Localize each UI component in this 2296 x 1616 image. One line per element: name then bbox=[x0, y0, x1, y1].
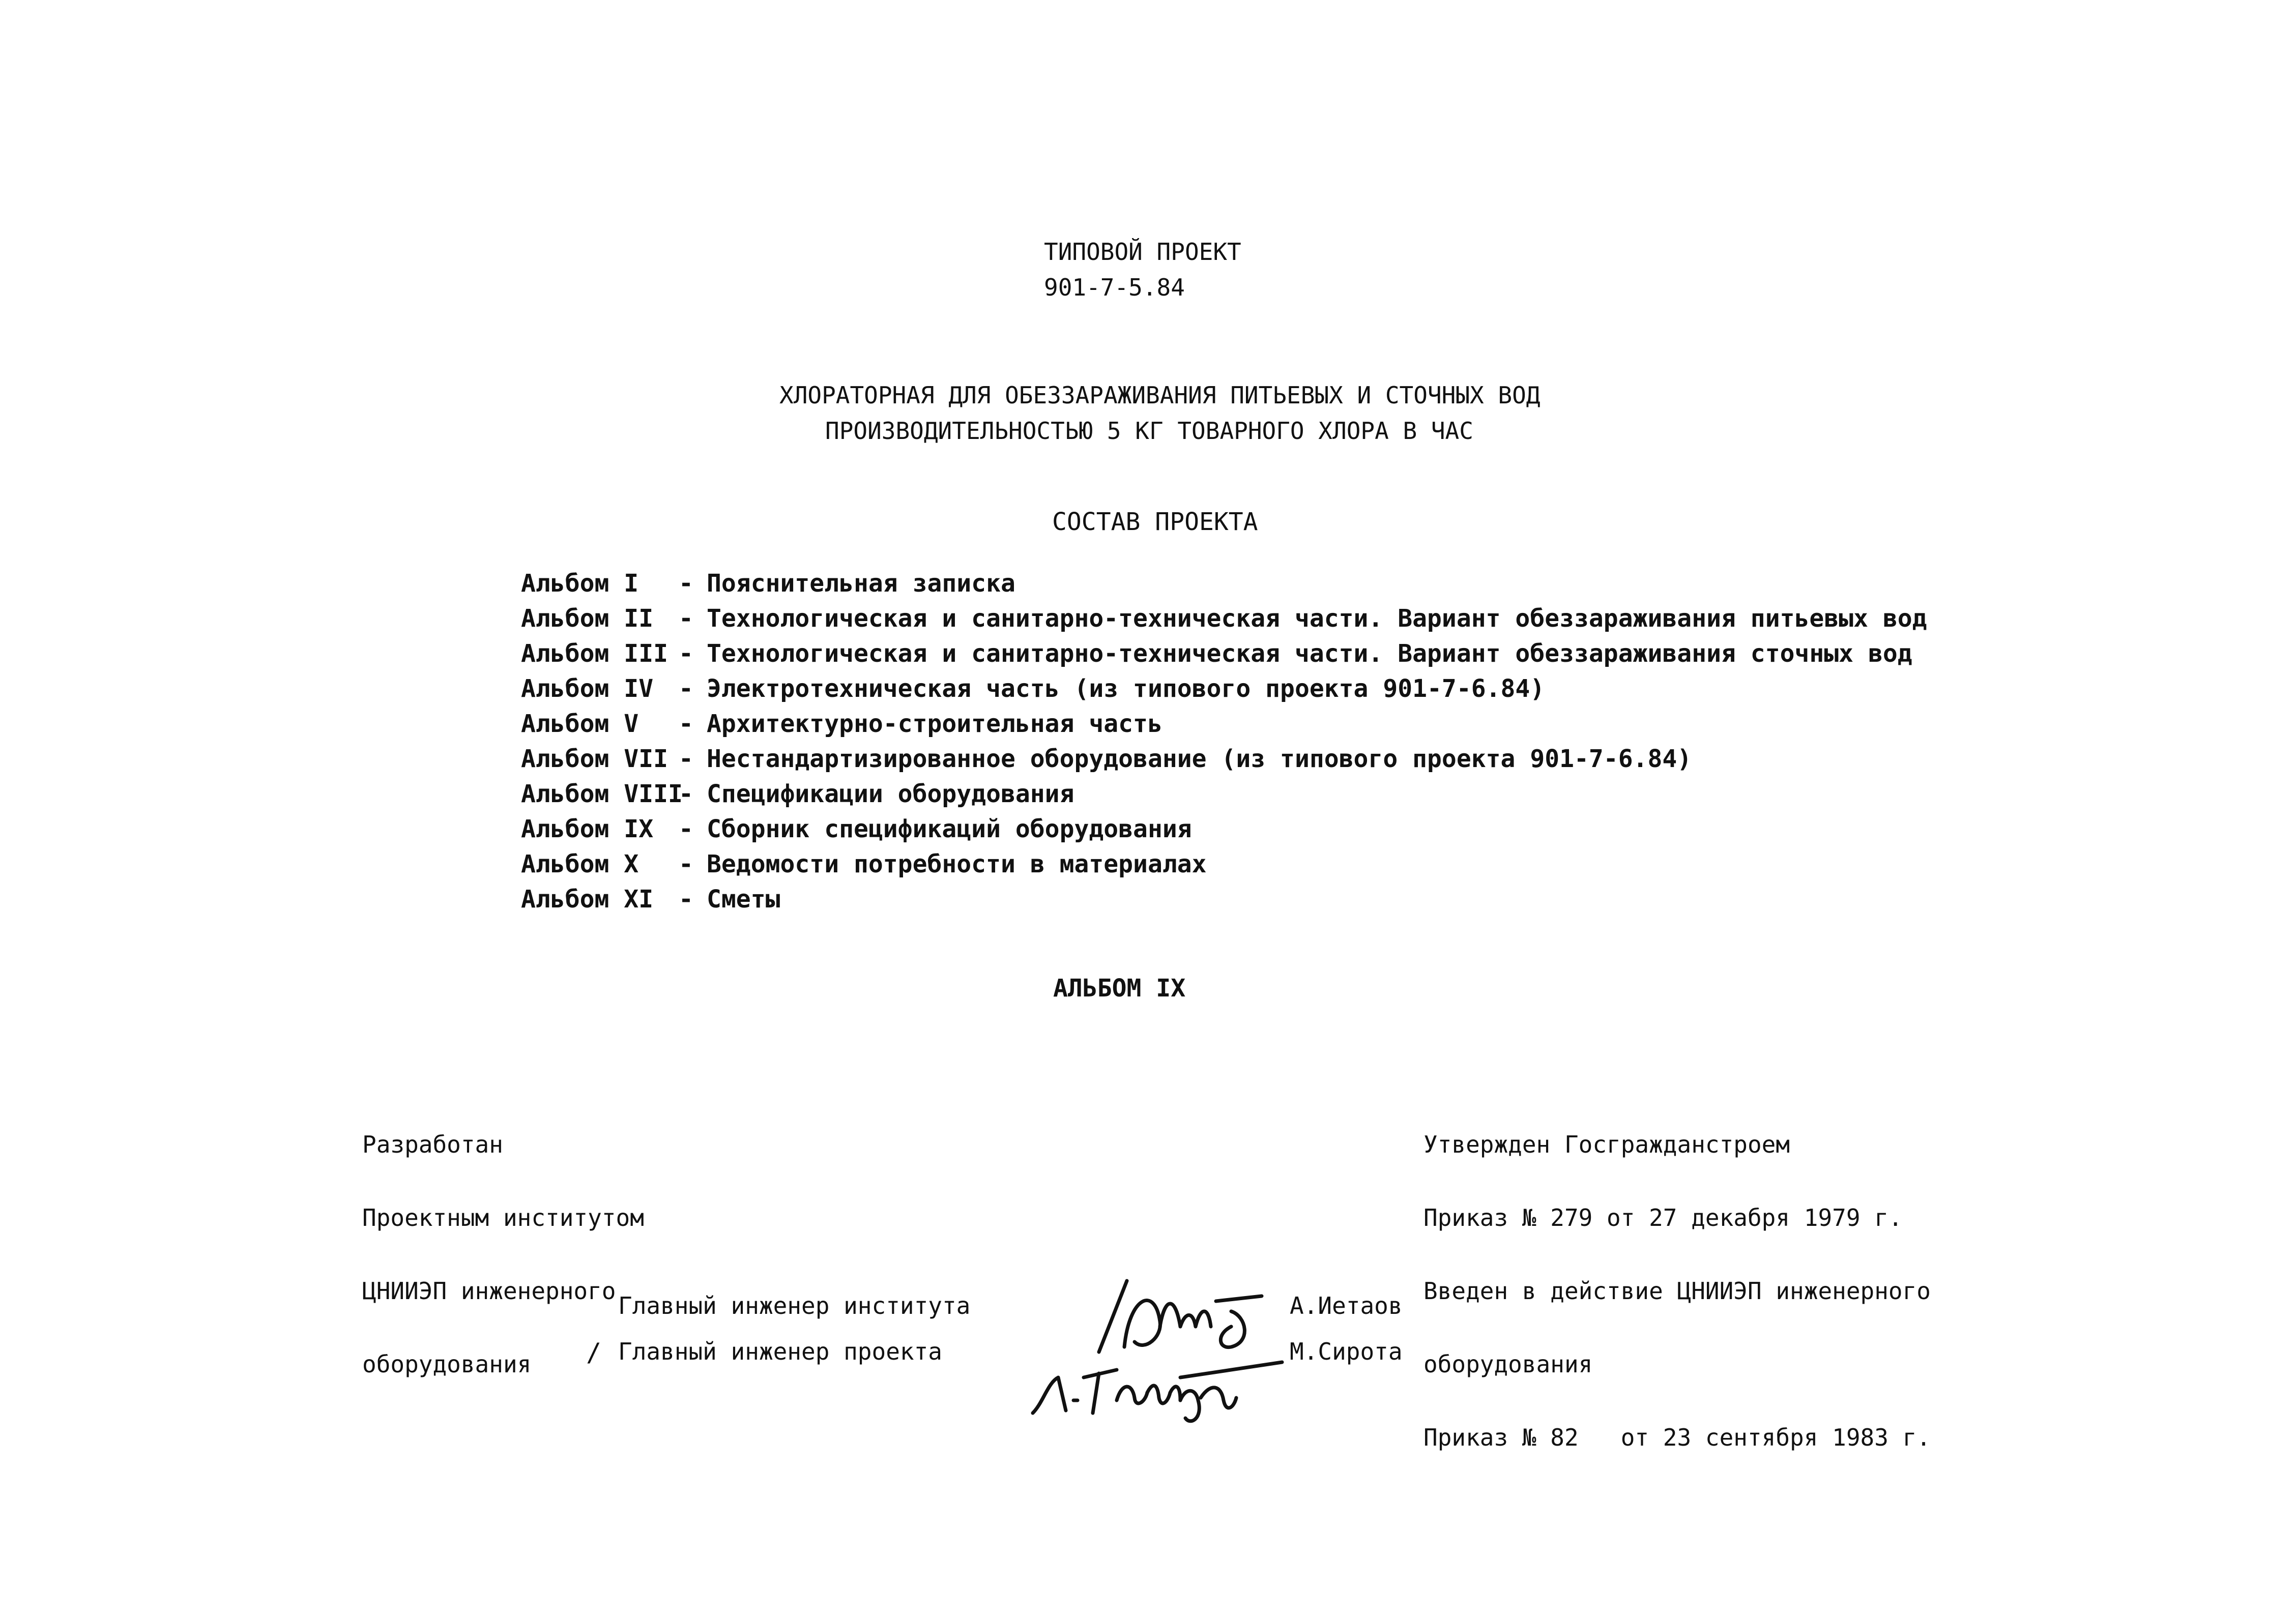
album-key: Альбом X bbox=[521, 849, 639, 878]
album-row bbox=[521, 671, 1927, 706]
album-list bbox=[521, 566, 1927, 917]
project-title-line2: ПРОИЗВОДИТЕЛЬНОСТЬЮ 5 КГ ТОВАРНОГО ХЛОРА В ЧАС bbox=[825, 417, 1473, 445]
album-key: Альбом IV bbox=[521, 674, 654, 703]
chief-project-name: М.Сирота bbox=[1290, 1338, 1403, 1365]
album-row bbox=[521, 706, 1927, 741]
album-row bbox=[521, 566, 1927, 601]
album-row bbox=[521, 811, 1927, 846]
signature-chief-project bbox=[1028, 1323, 1292, 1448]
album-row bbox=[521, 741, 1927, 776]
album-key: Альбом XI bbox=[521, 885, 654, 914]
developer-line: Разработан bbox=[362, 1131, 503, 1158]
album-desc: Сборник спецификаций оборудования bbox=[707, 814, 1192, 843]
album-desc: Ведомости потребности в материалах bbox=[707, 849, 1207, 878]
album-desc: Нестандартизированное оборудование (из типового проекта 901-7-6.84) bbox=[707, 744, 1692, 773]
chief-project-label: Главный инженер проекта bbox=[618, 1338, 942, 1365]
chief-institute-label: Главный инженер института bbox=[618, 1292, 971, 1319]
approval-line: Приказ № 82 от 23 сентября 1983 г. bbox=[1423, 1424, 1931, 1451]
album-key: Альбом V bbox=[521, 709, 639, 738]
album-dash: - bbox=[679, 709, 693, 738]
album-row bbox=[521, 776, 1927, 811]
approval-line: Утвержден Госгражданстроем bbox=[1423, 1131, 1790, 1158]
current-album: АЛЬБОМ IX bbox=[1053, 974, 1186, 1003]
album-dash: - bbox=[679, 885, 693, 914]
tick-mark: / bbox=[586, 1338, 602, 1367]
developer-line: оборудования bbox=[362, 1350, 532, 1378]
album-desc: Пояснительная записка bbox=[707, 569, 1015, 598]
album-desc: Архитектурно-строительная часть bbox=[707, 709, 1162, 738]
album-key: Альбом IX bbox=[521, 814, 654, 843]
project-number: 901-7-5.84 bbox=[1044, 274, 1185, 301]
project-title-line1: ХЛОРАТОРНАЯ ДЛЯ ОБЕЗЗАРАЖИВАНИЯ ПИТЬЕВЫХ И СТОЧНЫХ ВОД bbox=[779, 381, 1541, 409]
album-dash: - bbox=[679, 674, 693, 703]
album-desc: Технологическая и санитарно-техническая части. Вариант обеззараживания сточных вод bbox=[707, 639, 1912, 668]
album-dash: - bbox=[679, 569, 693, 598]
album-dash: - bbox=[679, 779, 693, 808]
chief-institute-name: А.Иетаов bbox=[1290, 1292, 1403, 1319]
album-key: Альбом VIII bbox=[521, 779, 683, 808]
album-dash: - bbox=[679, 849, 693, 878]
approval-line: оборудования bbox=[1423, 1350, 1593, 1378]
developer-block bbox=[362, 1083, 644, 1425]
album-key: Альбом II bbox=[521, 604, 654, 633]
album-key: Альбом I bbox=[521, 569, 639, 598]
album-desc: Сметы bbox=[707, 885, 780, 914]
album-dash: - bbox=[679, 814, 693, 843]
contents-heading: СОСТАВ ПРОЕКТА bbox=[1052, 508, 1258, 536]
developer-line: Проектным институтом bbox=[362, 1204, 644, 1231]
album-key: Альбом VII bbox=[521, 744, 668, 773]
project-type: ТИПОВОЙ ПРОЕКТ bbox=[1044, 238, 1241, 266]
approval-block bbox=[1423, 1083, 1931, 1499]
approval-line: Приказ № 279 от 27 декабря 1979 г. bbox=[1423, 1204, 1903, 1231]
album-dash: - bbox=[679, 744, 693, 773]
album-desc: Технологическая и санитарно-техническая части. Вариант обеззараживания питьевых вод bbox=[707, 604, 1927, 633]
album-dash: - bbox=[679, 639, 693, 668]
album-row bbox=[521, 846, 1927, 882]
approval-line: Введен в действие ЦНИИЭП инженерного bbox=[1423, 1277, 1931, 1305]
developer-line: ЦНИИЭП инженерного bbox=[362, 1277, 616, 1305]
album-row bbox=[521, 882, 1927, 917]
album-row bbox=[521, 601, 1927, 636]
album-key: Альбом III bbox=[521, 639, 668, 668]
album-dash: - bbox=[679, 604, 693, 633]
album-row bbox=[521, 636, 1927, 671]
album-desc: Спецификации оборудования bbox=[707, 779, 1074, 808]
album-desc: Электротехническая часть (из типового проекта 901-7-6.84) bbox=[707, 674, 1545, 703]
